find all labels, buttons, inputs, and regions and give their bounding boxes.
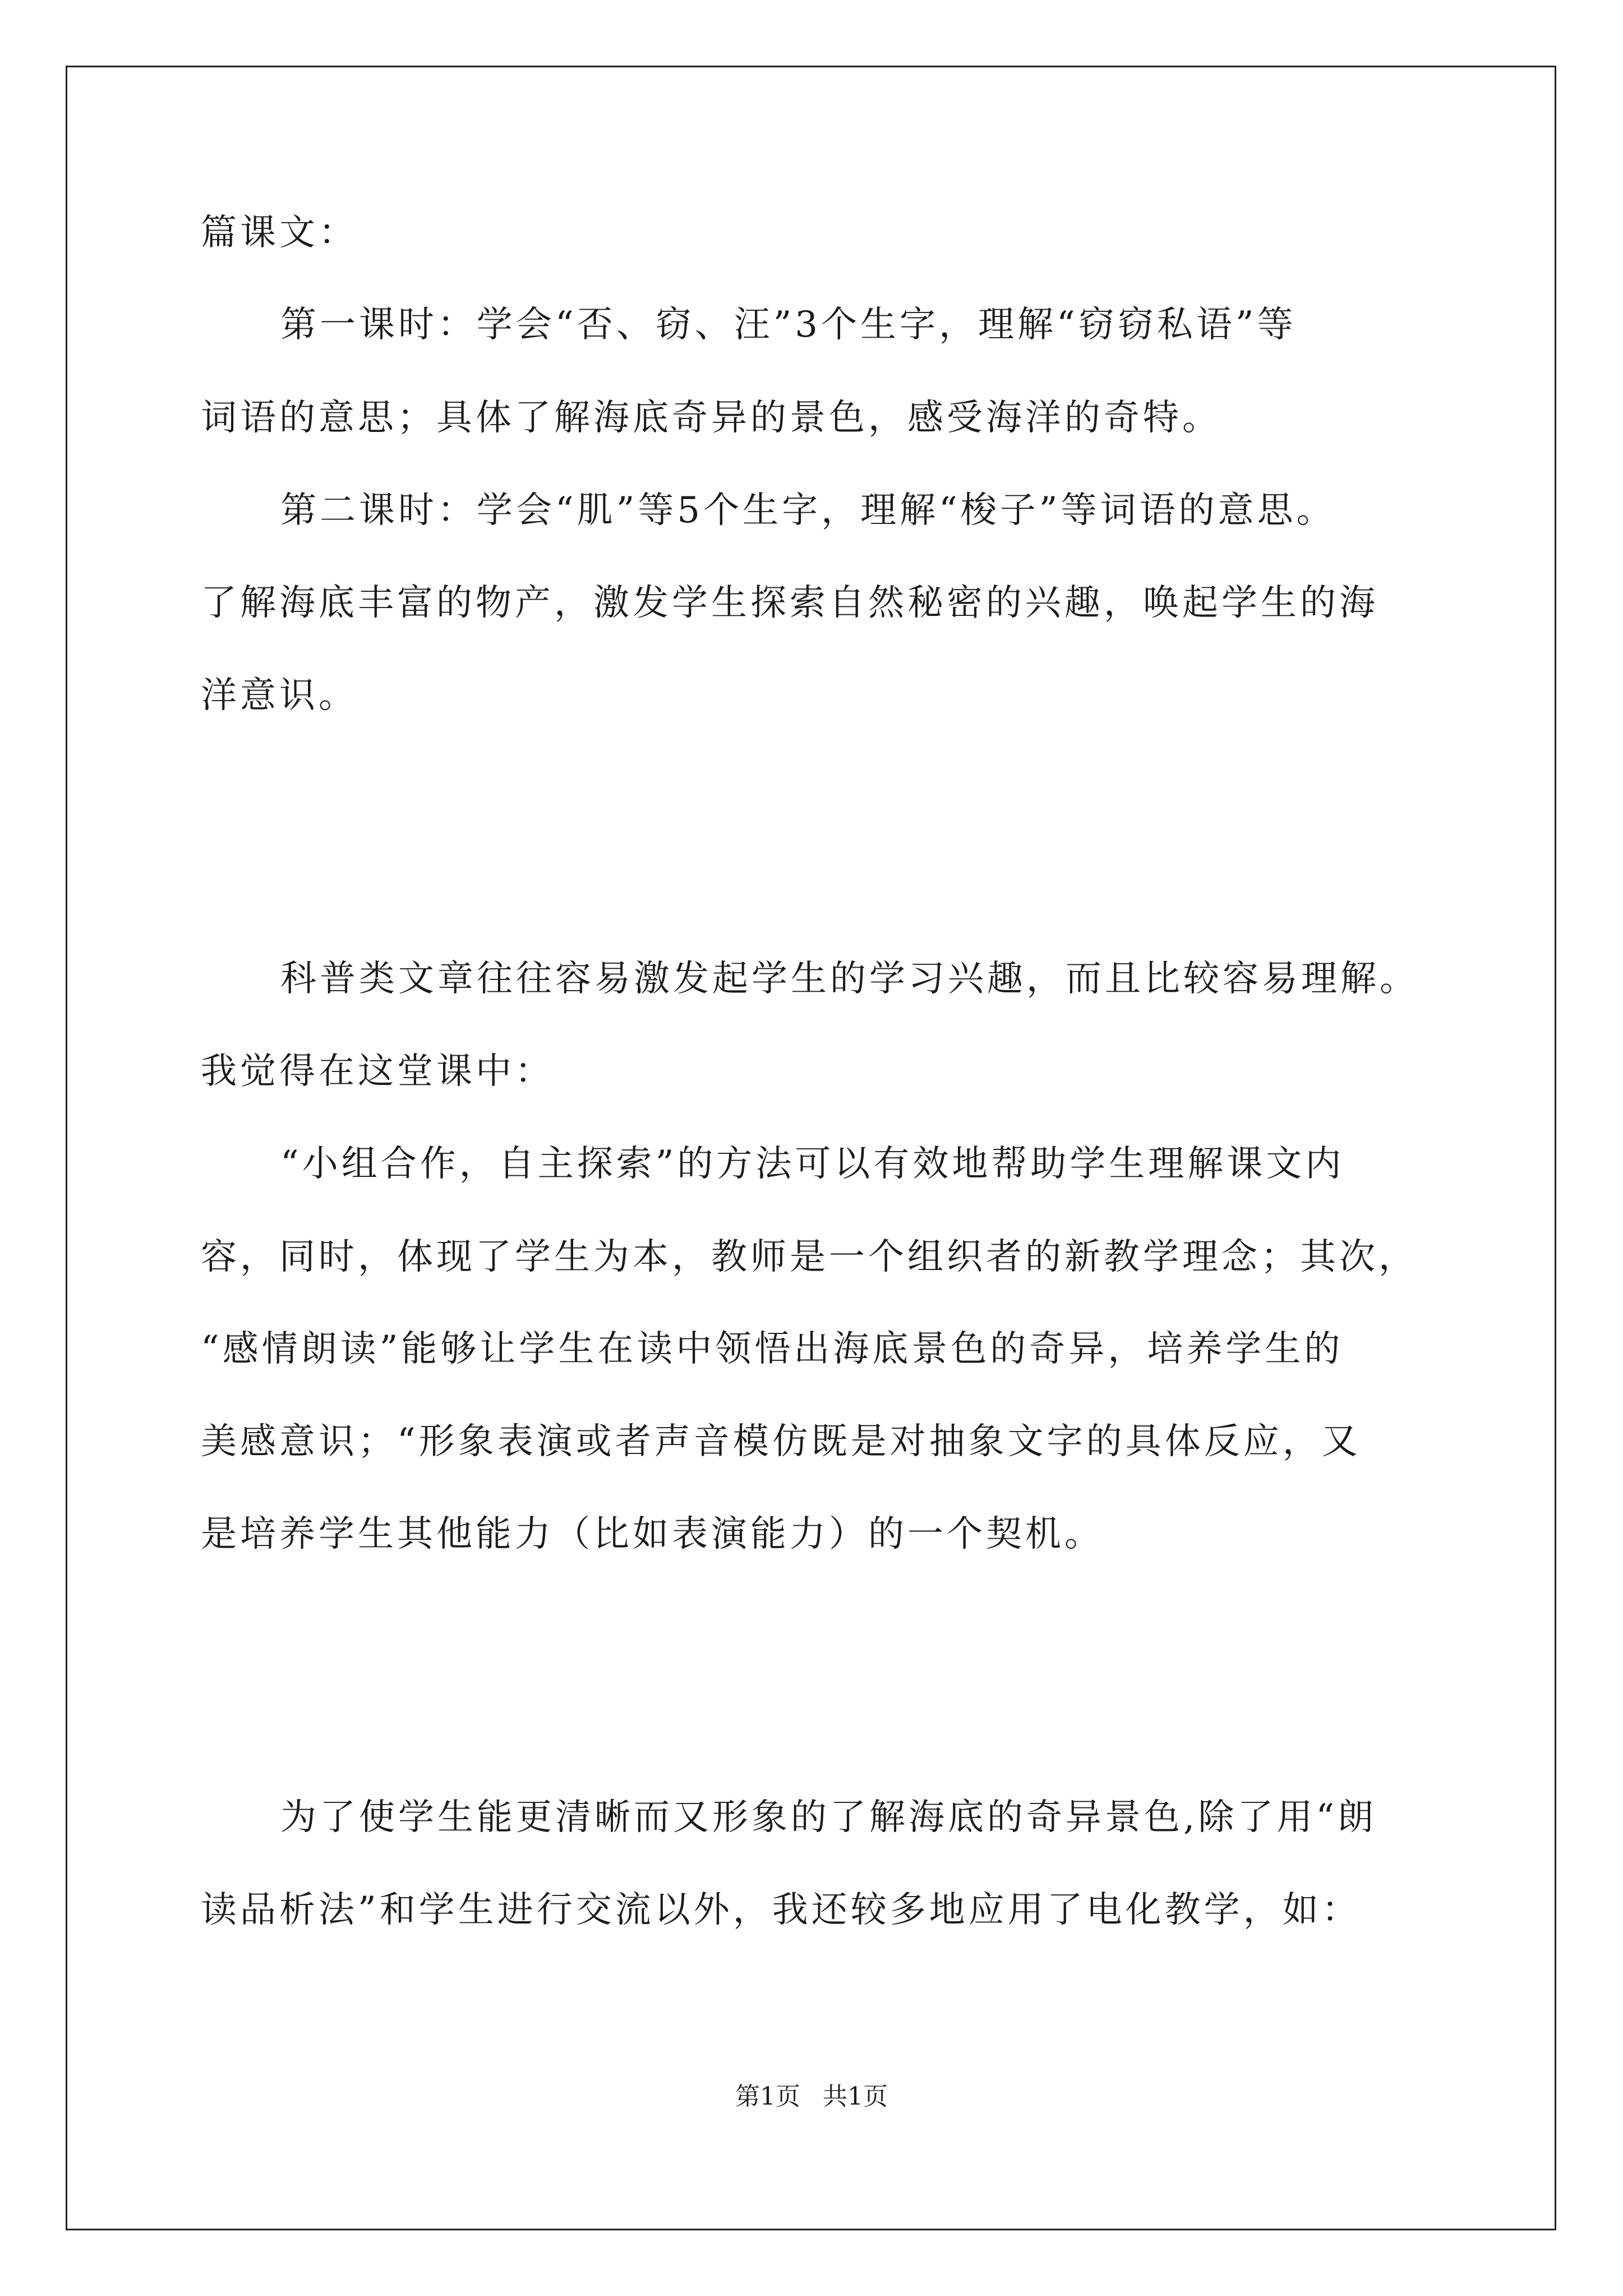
text-line: 词语的意思；具体了解海底奇异的景色，感受海洋的奇特。 xyxy=(201,397,1221,439)
text-line: “小组合作，自主探索”的方法可以有效地帮助学生理解课文内 xyxy=(280,1143,1345,1185)
text-line: 是培养学生其他能力（比如表演能力）的一个契机。 xyxy=(201,1513,1104,1555)
text-line: “感情朗读”能够让学生在读中领悟出海底景色的奇异，培养学生的 xyxy=(201,1328,1344,1370)
text-line: 我觉得在这堂课中： xyxy=(201,1051,554,1092)
text-line: 科普类文章往往容易激发起学生的学习兴趣，而且比较容易理解。 xyxy=(280,958,1419,1000)
text-line: 容，同时，体现了学生为本，教师是一个组织者的新教学理念；其次， xyxy=(201,1236,1418,1278)
text-line: 第一课时：学会“否、窃、汪”3个生字，理解“窃窃私语”等 xyxy=(280,304,1297,346)
page-footer xyxy=(0,2080,1623,2114)
text-line: 读品析法”和学生进行交流以外，我还较多地应用了电化教学，如： xyxy=(201,1889,1361,1931)
text-line: 篇课文： xyxy=(201,212,358,254)
text-line: 第二课时：学会“肌”等5个生字，理解“梭子”等词语的意思。 xyxy=(280,490,1336,531)
text-line: 美感意识；“形象表演或者声音模仿既是对抽象文字的具体反应，又 xyxy=(201,1421,1361,1462)
page-total: 共1页 xyxy=(823,2082,888,2111)
page-number: 第1页 xyxy=(735,2082,800,2111)
text-line: 为了使学生能更清晰而又形象的了解海底的奇异景色,除了用“朗 xyxy=(280,1797,1377,1838)
text-line: 洋意识。 xyxy=(201,675,358,716)
text-line: 了解海底丰富的物产，激发学生探索自然秘密的兴趣，唤起学生的海 xyxy=(201,582,1378,624)
